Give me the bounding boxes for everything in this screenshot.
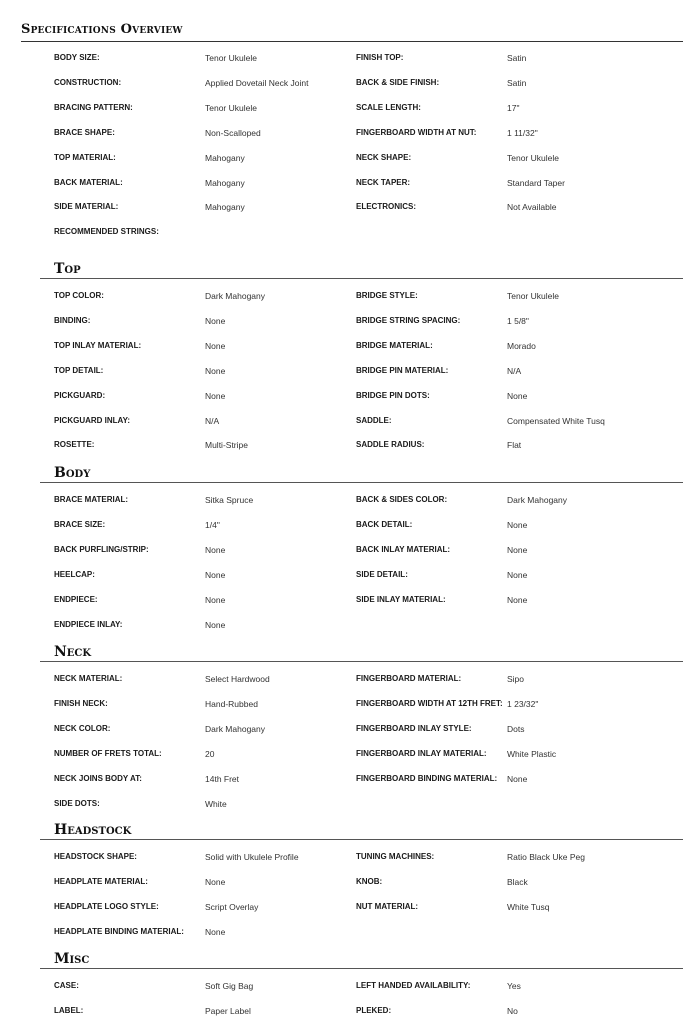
spec-label: LEFT HANDED AVAILABILITY: (356, 981, 471, 990)
spec-row (0, 288, 700, 304)
spec-row (0, 125, 700, 141)
spec-label: SCALE LENGTH: (356, 103, 421, 112)
spec-label: HEADSTOCK SHAPE: (54, 852, 137, 861)
spec-label: SIDE DETAIL: (356, 570, 408, 579)
spec-label: ENDPIECE: (54, 595, 98, 604)
spec-value: Dots (507, 724, 525, 734)
spec-row (0, 567, 700, 583)
spec-value: Compensated White Tusq (507, 416, 605, 426)
spec-value: N/A (507, 366, 522, 376)
spec-label: TOP MATERIAL: (54, 153, 116, 162)
spec-value: Not Available (507, 202, 557, 212)
section-title: Body (54, 465, 91, 481)
spec-value: Satin (507, 78, 527, 88)
spec-value: Standard Taper (507, 178, 565, 188)
spec-value: None (507, 545, 528, 555)
spec-value: Mahogany (205, 153, 245, 163)
spec-row (0, 413, 700, 429)
spec-value: Script Overlay (205, 902, 259, 912)
spec-label: FINGERBOARD INLAY STYLE: (356, 724, 472, 733)
spec-row (0, 199, 700, 215)
spec-value: Non-Scalloped (205, 128, 261, 138)
spec-value: Paper Label (205, 1006, 251, 1016)
spec-value: Satin (507, 53, 527, 63)
spec-label: TUNING MACHINES: (356, 852, 435, 861)
spec-value: Select Hardwood (205, 674, 270, 684)
spec-label: PICKGUARD: (54, 391, 106, 400)
spec-label: HEADPLATE BINDING MATERIAL: (54, 927, 184, 936)
spec-label: CONSTRUCTION: (54, 78, 122, 87)
spec-label: RECOMMENDED STRINGS: (54, 227, 159, 236)
section-title: Neck (54, 644, 92, 660)
spec-row (0, 313, 700, 329)
section-divider (40, 482, 683, 483)
spec-value: None (507, 391, 528, 401)
spec-label: BACK & SIDE FINISH: (356, 78, 440, 87)
spec-label: BRACING PATTERN: (54, 103, 133, 112)
spec-label: SADDLE: (356, 416, 392, 425)
spec-value: 1/4" (205, 520, 220, 530)
spec-value: Dark Mahogany (205, 291, 266, 301)
spec-value: White Tusq (507, 902, 550, 912)
spec-label: NECK MATERIAL: (54, 674, 123, 683)
spec-row (0, 517, 700, 533)
spec-row (0, 224, 700, 240)
spec-value: Morado (507, 341, 536, 351)
spec-label: SIDE DOTS: (54, 799, 100, 808)
spec-label: BODY SIZE: (54, 53, 100, 62)
spec-label: BRACE SIZE: (54, 520, 106, 529)
spec-label: FINGERBOARD WIDTH AT 12TH FRET: (356, 699, 503, 708)
spec-label: BRIDGE PIN MATERIAL: (356, 366, 449, 375)
spec-row (0, 175, 700, 191)
spec-label: ELECTRONICS: (356, 202, 416, 211)
spec-label: ROSETTE: (54, 440, 95, 449)
spec-label: BRIDGE MATERIAL: (356, 341, 433, 350)
spec-row (0, 1003, 700, 1019)
spec-value: Soft Gig Bag (205, 981, 254, 991)
spec-value: 1 5/8" (507, 316, 529, 326)
spec-label: NECK COLOR: (54, 724, 111, 733)
spec-value: Black (507, 877, 528, 887)
spec-value: Flat (507, 440, 522, 450)
spec-row (0, 542, 700, 558)
spec-label: HEADPLATE LOGO STYLE: (54, 902, 159, 911)
spec-label: FINISH TOP: (356, 53, 404, 62)
spec-row (0, 874, 700, 890)
spec-label: TOP INLAY MATERIAL: (54, 341, 142, 350)
spec-label: SIDE INLAY MATERIAL: (356, 595, 446, 604)
spec-label: NECK JOINS BODY AT: (54, 774, 142, 783)
spec-value: 14th Fret (205, 774, 240, 784)
spec-label: BACK DETAIL: (356, 520, 413, 529)
spec-row (0, 50, 700, 66)
spec-row (0, 617, 700, 633)
spec-value: Mahogany (205, 178, 245, 188)
spec-label: CASE: (54, 981, 79, 990)
spec-row (0, 696, 700, 712)
spec-label: HEADPLATE MATERIAL: (54, 877, 148, 886)
spec-value: None (507, 520, 528, 530)
spec-row (0, 75, 700, 91)
spec-row (0, 746, 700, 762)
spec-value: None (205, 316, 226, 326)
spec-label: TOP DETAIL: (54, 366, 104, 375)
spec-label: PLEKED: (356, 1006, 392, 1015)
spec-value: Tenor Ukulele (205, 103, 257, 113)
spec-label: FINGERBOARD WIDTH AT NUT: (356, 128, 477, 137)
spec-value: Tenor Ukulele (507, 153, 559, 163)
section-divider (40, 278, 683, 279)
spec-label: BINDING: (54, 316, 91, 325)
spec-value: No (507, 1006, 518, 1016)
spec-value: None (205, 620, 226, 630)
spec-label: BRACE MATERIAL: (54, 495, 129, 504)
spec-value: None (205, 545, 226, 555)
spec-row (0, 721, 700, 737)
spec-row (0, 338, 700, 354)
spec-row (0, 437, 700, 453)
spec-label: BACK & SIDES COLOR: (356, 495, 448, 504)
spec-label: NUMBER OF FRETS TOTAL: (54, 749, 162, 758)
section-divider (40, 968, 683, 969)
spec-label: FINISH NECK: (54, 699, 108, 708)
spec-value: Dark Mahogany (205, 724, 266, 734)
spec-value: Tenor Ukulele (507, 291, 559, 301)
page-title: Specifications Overview (21, 22, 183, 37)
section-title: Top (54, 261, 81, 277)
spec-label: NUT MATERIAL: (356, 902, 419, 911)
spec-label: ENDPIECE INLAY: (54, 620, 123, 629)
spec-label: BRIDGE STRING SPACING: (356, 316, 461, 325)
spec-value: Mahogany (205, 202, 245, 212)
spec-value: Hand-Rubbed (205, 699, 258, 709)
spec-row (0, 924, 700, 940)
spec-label: SADDLE RADIUS: (356, 440, 425, 449)
section-divider (40, 839, 683, 840)
spec-label: BRIDGE PIN DOTS: (356, 391, 430, 400)
spec-value: None (205, 366, 226, 376)
spec-value: Solid with Ukulele Profile (205, 852, 299, 862)
spec-label: BACK INLAY MATERIAL: (356, 545, 451, 554)
spec-value: 20 (205, 749, 215, 759)
spec-label: LABEL: (54, 1006, 84, 1015)
spec-row (0, 849, 700, 865)
spec-value: Yes (507, 981, 521, 991)
spec-value: Tenor Ukulele (205, 53, 257, 63)
spec-label: FINGERBOARD MATERIAL: (356, 674, 462, 683)
spec-value: 1 11/32" (507, 128, 538, 138)
spec-value: 1 23/32" (507, 699, 539, 709)
spec-value: None (507, 595, 528, 605)
spec-value: None (205, 341, 226, 351)
spec-row (0, 978, 700, 994)
spec-value: White Plastic (507, 749, 557, 759)
spec-value: None (205, 391, 226, 401)
spec-value: None (507, 774, 528, 784)
spec-label: SIDE MATERIAL: (54, 202, 119, 211)
spec-row (0, 363, 700, 379)
spec-label: TOP COLOR: (54, 291, 104, 300)
spec-value: White (205, 799, 227, 809)
spec-label: BACK PURFLING/STRIP: (54, 545, 149, 554)
spec-label: BRACE SHAPE: (54, 128, 115, 137)
spec-row (0, 899, 700, 915)
spec-value: None (205, 927, 226, 937)
spec-row (0, 492, 700, 508)
spec-label: NECK SHAPE: (356, 153, 412, 162)
spec-row (0, 388, 700, 404)
spec-value: Multi-Stripe (205, 440, 248, 450)
spec-row (0, 100, 700, 116)
spec-label: FINGERBOARD BINDING MATERIAL: (356, 774, 498, 783)
spec-value: 17" (507, 103, 520, 113)
spec-label: BACK MATERIAL: (54, 178, 123, 187)
spec-value: Sitka Spruce (205, 495, 254, 505)
spec-value: None (205, 570, 226, 580)
spec-value: Dark Mahogany (507, 495, 568, 505)
spec-value: Ratio Black Uke Peg (507, 852, 585, 862)
spec-row (0, 796, 700, 812)
spec-label: BRIDGE STYLE: (356, 291, 418, 300)
spec-value: N/A (205, 416, 220, 426)
spec-value: None (205, 877, 226, 887)
spec-label: KNOB: (356, 877, 383, 886)
spec-label: HEELCAP: (54, 570, 95, 579)
spec-row (0, 150, 700, 166)
title-divider (21, 41, 683, 42)
spec-label: PICKGUARD INLAY: (54, 416, 131, 425)
spec-row (0, 592, 700, 608)
spec-row (0, 771, 700, 787)
spec-value: None (507, 570, 528, 580)
spec-value: Applied Dovetail Neck Joint (205, 78, 309, 88)
spec-label: FINGERBOARD INLAY MATERIAL: (356, 749, 487, 758)
section-title: Headstock (54, 822, 132, 838)
section-title: Misc (54, 951, 90, 967)
section-divider (40, 661, 683, 662)
spec-label: NECK TAPER: (356, 178, 411, 187)
spec-value: None (205, 595, 226, 605)
spec-value: Sipo (507, 674, 525, 684)
spec-row (0, 671, 700, 687)
